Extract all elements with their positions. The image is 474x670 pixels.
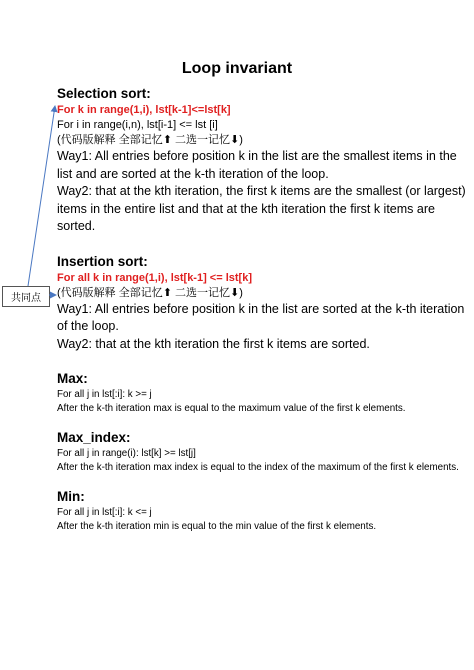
- page-title: Loop invariant: [181, 60, 293, 77]
- min-section: [57, 487, 467, 534]
- max-index-explanation: After the k-th iteration max index is equal to the index of the maximum of the first k elements.: [57, 462, 459, 473]
- insertion-sort-heading: Insertion sort:: [57, 253, 148, 269]
- insertion-sort-way1: Way1: All entries before position k in the list are sorted at the k-th iteration of the loop.: [57, 301, 465, 333]
- selection-sort-memo-note: (代码版解释 全部记忆⬆ 二选一记忆⬇): [57, 134, 243, 146]
- selection-sort-code-line: For i in range(i,n), lst[i-1] <= lst [i]: [57, 119, 218, 131]
- insertion-sort-memo-note: (代码版解释 全部记忆⬆ 二选一记忆⬇): [57, 286, 243, 299]
- min-heading: Min:: [57, 489, 85, 504]
- max-index-section: [57, 428, 467, 475]
- selection-sort-way2: Way2: that at the kth iteration, the first k items are the smallest (or largest) items in the entire list and that at the kth iteration the first k items are sorted.: [57, 184, 466, 233]
- insertion-sort-section: [57, 252, 467, 354]
- max-explanation: After the k-th iteration max is equal to the maximum value of the first k elements.: [57, 403, 406, 414]
- arrow-to-selection-sort: [28, 106, 55, 286]
- max-index-heading: Max_index:: [57, 430, 131, 445]
- common-point-callout: 共同点: [2, 286, 50, 307]
- max-index-invariant: For all j in range(i): lst[k] >= lst[j]: [57, 448, 196, 459]
- insertion-sort-invariant-code: For all k in range(1,i), lst[k-1] <= lst[k]: [57, 271, 252, 284]
- selection-sort-heading: Selection sort:: [57, 86, 151, 101]
- selection-sort-way1: Way1: All entries before position k in the list are the smallest items in the list and are sorted at the k-th iteration of the loop.: [57, 149, 457, 181]
- insertion-sort-way2: Way2: that at the kth iteration the first k items are sorted.: [57, 336, 370, 351]
- max-heading: Max:: [57, 371, 88, 386]
- selection-sort-invariant-code: For k in range(1,i), lst[k-1]<=lst[k]: [57, 104, 231, 116]
- max-invariant: For all j in lst[:i]: k >= j: [57, 389, 152, 400]
- max-section: [57, 369, 467, 416]
- selection-sort-section: [57, 84, 467, 236]
- content: [57, 84, 467, 534]
- min-explanation: After the k-th iteration min is equal to the min value of the first k elements.: [57, 521, 377, 532]
- min-invariant: For all j in lst[:i]: k <= j: [57, 507, 152, 518]
